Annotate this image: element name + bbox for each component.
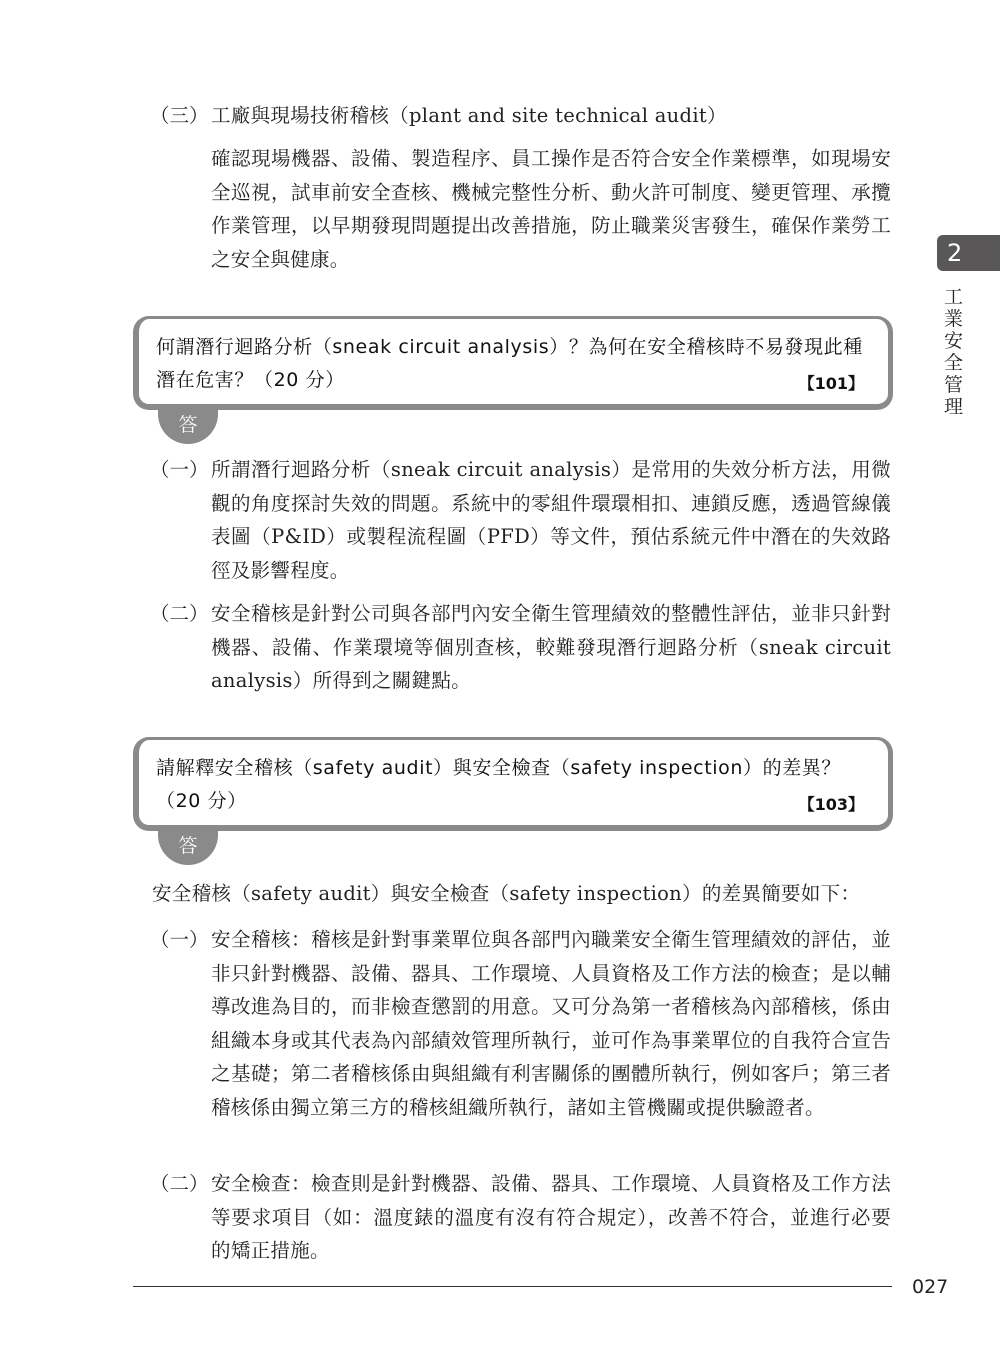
question-text: 何謂潛行迴路分析（sneak circuit analysis）？為何在安全稽核時不易發現此種潛在危害？（20 分） <box>156 336 863 391</box>
answer-label: 答 <box>158 831 218 865</box>
footer-divider <box>133 1286 892 1287</box>
question-box <box>133 316 893 410</box>
section-marker: （三） <box>150 104 209 127</box>
chapter-number-tab: 2 <box>937 235 1000 271</box>
answer-label: 答 <box>158 410 218 444</box>
list-item-text: 安全稽核是針對公司與各部門內安全衛生管理績效的整體性評估，並非只針對機器、設備、作業環境等個別查核，較難發現潛行迴路分析（sneak circuit analysis）所得到之關鍵點。 <box>211 602 891 692</box>
answer-intro: 安全稽核（safety audit）與安全檢查（safety inspection）的差異簡要如下： <box>152 882 861 905</box>
exam-year-ref: 【101】 <box>798 374 864 393</box>
page-number: 027 <box>912 1276 949 1298</box>
question-text: 請解釋安全稽核（safety audit）與安全檢查（safety inspection）的差異？（20 分） <box>156 757 841 812</box>
list-item-text: 安全檢查：檢查則是針對機器、設備、器具、工作環境、人員資格及工作方法等要求項目（如：溫度錶的溫度有沒有符合規定），改善不符合，並進行必要的矯正措施。 <box>211 1172 891 1262</box>
question-box <box>133 737 893 831</box>
list-marker: （一） <box>150 458 209 481</box>
list-marker: （一） <box>150 928 209 951</box>
exam-year-ref: 【103】 <box>798 795 864 814</box>
list-marker: （二） <box>150 602 209 625</box>
list-item-text: 安全稽核：稽核是針對事業單位與各部門內職業安全衛生管理績效的評估，並非只針對機器、設備、器具、工作環境、人員資格及工作方法的檢查；是以輔導改進為目的，而非檢查懲罰的用意。又可分為第一者稽核為內部稽核，係由組織本身或其代表為內部績效管理所執行，並可作為事業單位的自我符合宣告之基礎；第二者稽核係由與組織有利害關係的團體所執行，例如客戶；第三者稽核係由獨立第三方的稽核組織所執行，諸如主管機關或提供驗證者。 <box>211 928 891 1119</box>
list-item-text: 所謂潛行迴路分析（sneak circuit analysis）是常用的失效分析方法，用微觀的角度探討失效的問題。系統中的零組件環環相扣、連鎖反應，透過管線儀表圖（P&ID）或製程流程圖（PFD）等文件，預估系統元件中潛在的失效路徑及影響程度。 <box>211 458 891 582</box>
section-body: 確認現場機器、設備、製造程序、員工操作是否符合安全作業標準，如現場安全巡視，試車前安全查核、機械完整性分析、動火許可制度、變更管理、承攬作業管理，以早期發現問題提出改善措施，防止職業災害發生，確保作業勞工之安全與健康。 <box>211 147 891 271</box>
section-heading: 工廠與現場技術稽核（plant and site technical audit） <box>211 104 727 127</box>
chapter-title-vertical: 工業安全管理 <box>944 286 964 418</box>
list-marker: （二） <box>150 1172 209 1195</box>
